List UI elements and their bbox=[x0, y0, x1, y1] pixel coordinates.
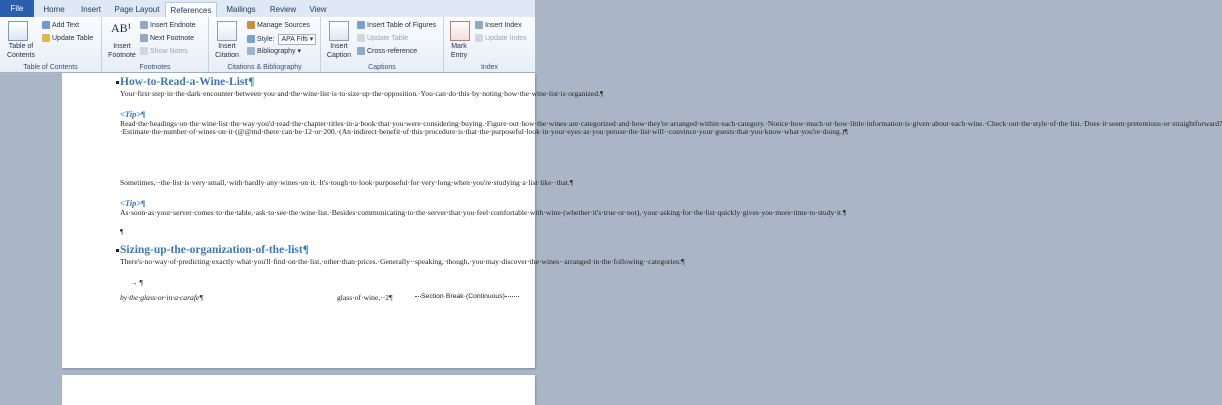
update-index-label: Update Index bbox=[485, 35, 527, 42]
table-of-figures-icon bbox=[357, 21, 365, 29]
update-table-label: Update Table bbox=[52, 35, 94, 42]
paragraph-2: Read·the·headings·on·the·wine·list·the·way·you'd·read·the·chapter·titles·in·a·book·that·you·were·considering·buying.·Figure·out·how·the·wines·are·categorized·and·how·they're·arranged·within·each·category.·Notice·how·much·or·how·little·information·is·given·about·each·wine.·Check·out·the·style·of·the·list.·Does·it·seem·pretentious·or·straightforward?·Estimate·the·number·of·wines·on·it·(@@md·there·can·be·12·or·200.·(An·indirect·benefit·of·this·procedure·is·that·the·purposeful·look·in·your·eyes·as·you·peruse·the·list·will··convince·your·guests·that·you·know·what·you're·doing.)¶ bbox=[120, 119, 1222, 137]
add-text-button[interactable] bbox=[42, 21, 79, 30]
endnote-icon bbox=[140, 21, 148, 29]
footnote-icon: AB¹ bbox=[111, 21, 132, 35]
group-index bbox=[444, 17, 535, 72]
update-table-button[interactable] bbox=[42, 34, 93, 43]
update-index-icon bbox=[475, 34, 483, 42]
cross-reference-label: Cross-reference bbox=[367, 48, 418, 55]
update-table-captions-button[interactable] bbox=[357, 34, 408, 43]
insert-citation-button[interactable]: Insert Citation bbox=[215, 43, 239, 59]
update-table-captions-label: Update Table bbox=[367, 35, 409, 42]
paragraph-3: Sometimes,··the·list·is·very·small,·with·hardly·any·wines·on·it.·It's·tough·to·look·purposeful·for·very·long·when·you're·studying·a·list·like··that.¶ bbox=[120, 178, 574, 187]
table-of-contents-icon bbox=[8, 21, 28, 41]
glass-right-text: glass·of·wine,··2¶ bbox=[337, 293, 393, 302]
glass-left-text: by·the·glass·or·in·a·carafe¶ bbox=[120, 293, 204, 302]
bibliography-label: Bibliography bbox=[257, 48, 296, 55]
update-table-icon bbox=[357, 34, 365, 42]
insert-index-icon bbox=[475, 21, 483, 29]
style-value: APA Fifti bbox=[281, 36, 308, 43]
section-break-marker bbox=[415, 293, 519, 300]
group-label-citations: Citations & Bibliography bbox=[227, 64, 302, 71]
tip-marker-2: <Tip>¶ bbox=[120, 198, 146, 208]
cross-reference-button[interactable] bbox=[357, 47, 417, 56]
table-of-contents-button[interactable]: Table of Contents bbox=[6, 43, 36, 59]
tab-view[interactable]: View bbox=[309, 5, 327, 14]
add-text-label: Add Text bbox=[52, 22, 80, 29]
chevron-down-icon: ▾ bbox=[309, 36, 314, 43]
next-footnote-button[interactable] bbox=[140, 34, 194, 43]
tab-page-layout[interactable]: Page Layout bbox=[114, 5, 160, 14]
update-index-button[interactable] bbox=[475, 34, 527, 43]
paragraph-1: Your·first·step·in·the·dark·encounter·between·you·and·the·wine·list·is·to·size·up·the·opposition.·You·can·do·this·by·noting·how·the·wine·list·is·organized.¶ bbox=[120, 89, 604, 98]
tab-insert[interactable]: Insert bbox=[80, 5, 101, 14]
paragraph-4: As·soon·as·your·server·comes·to·the·table,·ask·to·see·the·wine·list.·Besides·communicating·to·the·server·that·you·feel·comfortable·with·wine·(whether·it's·true·or·not),·your·asking·for·the·list·quickly·gives·you·more·time·to·study·it.¶ bbox=[120, 208, 847, 217]
tab-references[interactable]: References bbox=[165, 2, 217, 18]
ribbon bbox=[0, 17, 535, 73]
tab-file[interactable]: File bbox=[0, 0, 34, 17]
group-label-footnotes: Footnotes bbox=[139, 64, 171, 71]
insert-endnote-label: Insert Endnote bbox=[150, 22, 196, 29]
group-label-captions: Captions bbox=[368, 64, 396, 71]
style-control bbox=[247, 34, 316, 45]
style-label: Style: bbox=[257, 36, 275, 43]
show-notes-icon bbox=[140, 47, 148, 55]
insert-caption-icon bbox=[329, 21, 349, 41]
next-footnote-icon bbox=[140, 34, 148, 42]
insert-footnote-button[interactable]: Insert Footnote bbox=[108, 43, 136, 59]
next-footnote-label: Next Footnote bbox=[150, 35, 194, 42]
add-text-icon bbox=[42, 21, 50, 29]
group-citations bbox=[209, 17, 321, 72]
empty-paragraph: ¶ bbox=[120, 227, 124, 236]
mark-entry-icon bbox=[450, 21, 470, 41]
document-page-2[interactable] bbox=[62, 375, 535, 405]
update-table-icon bbox=[42, 34, 50, 42]
group-label-toc: Table of Contents bbox=[23, 64, 78, 71]
paragraph-5: There's·no·way·of·predicting·exactly·what·you'll·find·on·the·list,·other·than·prices.·Generally··speaking,·though,·you·may·discover·the·wines··arranged·in·the·following··categories:¶ bbox=[120, 257, 685, 266]
tab-review[interactable]: Review bbox=[269, 5, 297, 14]
insert-citation-icon bbox=[217, 21, 237, 41]
manage-sources-button[interactable] bbox=[247, 21, 310, 30]
tip-marker-1: <Tip>¶ bbox=[120, 109, 146, 119]
tab-home[interactable]: Home bbox=[43, 5, 65, 14]
section-break-line-right bbox=[505, 296, 519, 297]
mark-entry-button[interactable]: Mark Entry bbox=[450, 43, 468, 59]
insert-endnote-button[interactable] bbox=[140, 21, 196, 30]
cross-reference-icon bbox=[357, 47, 365, 55]
manage-sources-icon bbox=[247, 21, 255, 29]
insert-tof-label: Insert Table of Figures bbox=[367, 22, 437, 29]
manage-sources-label: Manage Sources bbox=[257, 22, 310, 29]
show-notes-label: Show Notes bbox=[150, 48, 188, 55]
ribbon-tab-bar bbox=[0, 0, 535, 18]
group-table-of-contents bbox=[0, 17, 102, 72]
heading-how-to-read: How-to-Read-a-Wine-List¶ bbox=[120, 76, 255, 88]
heading-sizing-up: Sizing-up-the-organization-of-the-list¶ bbox=[120, 244, 309, 256]
style-dropdown[interactable] bbox=[278, 34, 316, 45]
style-icon bbox=[247, 35, 255, 43]
insert-caption-button[interactable]: Insert Caption bbox=[326, 43, 352, 59]
bibliography-icon bbox=[247, 47, 255, 55]
tab-line: → ¶ bbox=[130, 278, 143, 287]
insert-table-of-figures-button[interactable] bbox=[357, 21, 436, 30]
group-label-index: Index bbox=[480, 64, 499, 71]
insert-index-label: Insert Index bbox=[485, 22, 522, 29]
heading-marker bbox=[116, 249, 119, 252]
group-captions bbox=[321, 17, 444, 72]
heading-marker bbox=[116, 81, 119, 84]
document-area[interactable] bbox=[0, 73, 1222, 400]
document-page[interactable] bbox=[62, 73, 1222, 368]
show-notes-button[interactable] bbox=[140, 47, 188, 56]
bibliography-button[interactable] bbox=[247, 47, 301, 56]
insert-index-button[interactable] bbox=[475, 21, 522, 30]
section-break-label: Section·Break·(Continuous) bbox=[421, 293, 505, 300]
chevron-down-icon: ▾ bbox=[297, 48, 301, 55]
group-footnotes bbox=[102, 17, 209, 72]
tab-mailings[interactable]: Mailings bbox=[226, 5, 256, 14]
